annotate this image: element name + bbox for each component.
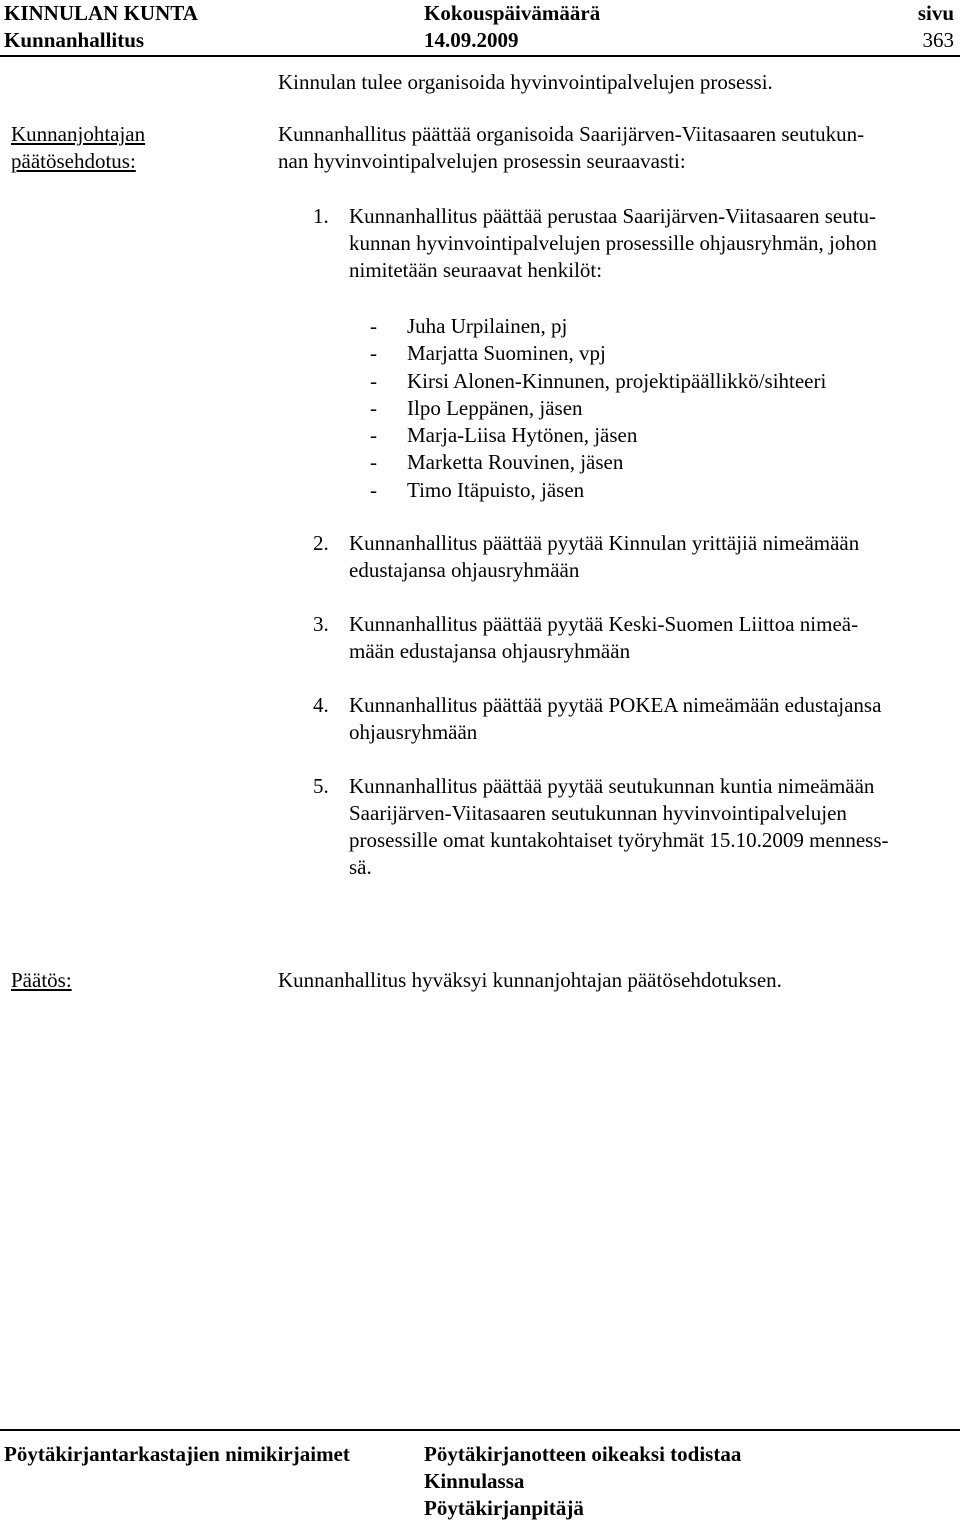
- header-date: 14.09.2009: [424, 28, 519, 52]
- list-item-line: ohjausryhmään: [349, 720, 478, 745]
- list-item-line: Kunnanhallitus päättää perustaa Saarijärven-Viitasaaren seutu-: [349, 204, 877, 228]
- list-item-line: Saarijärven-Viitasaaren seutukunnan hyvinvointipalvelujen: [349, 801, 847, 826]
- member-item: - Juha Urpilainen, pj: [370, 314, 568, 338]
- footer-initials-label: Pöytäkirjantarkastajien nimikirjaimet: [4, 1442, 350, 1466]
- list-item-line: prosessille omat kuntakohtaiset työryhmät 15.10.2009 menness-: [349, 828, 889, 853]
- footer-certify-line2: Kinnulassa: [424, 1469, 525, 1493]
- list-item-3: [313, 611, 958, 665]
- list-item-line: sä.: [349, 855, 372, 880]
- list-item-number: 5.: [313, 774, 329, 799]
- member-list: [349, 313, 958, 504]
- list-item-1: [313, 203, 958, 504]
- proposal-text-line1: Kunnanhallitus päättää organisoida Saarijärven-Viitasaaren seutukun-: [278, 122, 865, 146]
- member-item: - Timo Itäpuisto, jäsen: [370, 477, 585, 502]
- member-item: - Marketta Rouvinen, jäsen: [370, 450, 624, 475]
- header-org: KINNULAN KUNTA: [4, 1, 198, 25]
- list-item-number: 1.: [313, 204, 329, 228]
- header-page-number: 363: [922, 28, 954, 52]
- intro-text: Kinnulan tulee organisoida hyvinvointipalvelujen prosessi.: [278, 70, 773, 94]
- list-item-line: edustajansa ohjausryhmään: [349, 558, 580, 583]
- proposal-label-line2: päätösehdotus:: [11, 149, 136, 173]
- member-item: - Marja-Liisa Hytönen, jäsen: [370, 423, 638, 448]
- decision-items-list: [313, 203, 958, 881]
- member-item: - Marjatta Suominen, vpj: [370, 341, 606, 366]
- list-item-2: [313, 530, 958, 584]
- list-item-line: mään edustajansa ohjausryhmään: [349, 639, 631, 664]
- list-item-line: Kunnanhallitus päättää pyytää seutukunnan kuntia nimeämään: [349, 774, 875, 799]
- decision-label: Päätös:: [11, 968, 72, 992]
- list-item-line: Kunnanhallitus päättää pyytää Kinnulan yrittäjiä nimeämään: [349, 531, 860, 556]
- header-rule: [0, 55, 960, 57]
- list-item-number: 4.: [313, 693, 329, 718]
- list-item-5: [313, 773, 958, 881]
- proposal-label-line1: Kunnanjohtajan: [11, 122, 146, 146]
- header-page-label: sivu: [917, 1, 954, 25]
- decision-text: Kunnanhallitus hyväksyi kunnanjohtajan päätösehdotuksen.: [278, 968, 782, 992]
- list-item-line: kunnan hyvinvointipalvelujen prosessille ohjausryhmän, johon: [349, 231, 877, 255]
- list-item-line: Kunnanhallitus päättää pyytää POKEA nimeämään edustajansa: [349, 693, 882, 718]
- header-date-label: Kokouspäivämäärä: [424, 1, 601, 25]
- list-item-number: 2.: [313, 531, 329, 556]
- member-item: - Kirsi Alonen-Kinnunen, projektipäällikkö/sihteeri: [370, 368, 827, 393]
- list-item-line: Kunnanhallitus päättää pyytää Keski-Suomen Liittoa nimeä-: [349, 612, 859, 637]
- member-item: - Ilpo Leppänen, jäsen: [370, 395, 583, 420]
- footer-certify-line1: Pöytäkirjanotteen oikeaksi todistaa: [424, 1442, 742, 1466]
- list-item-line: nimitetään seuraavat henkilöt:: [349, 258, 603, 282]
- header-body: Kunnanhallitus: [4, 28, 145, 52]
- footer-certify-line3: Pöytäkirjanpitäjä: [424, 1496, 584, 1520]
- list-item-4: [313, 692, 958, 746]
- list-item-number: 3.: [313, 612, 329, 637]
- footer-rule: [0, 1429, 960, 1431]
- proposal-text-line2: nan hyvinvointipalvelujen prosessin seuraavasti:: [278, 149, 686, 173]
